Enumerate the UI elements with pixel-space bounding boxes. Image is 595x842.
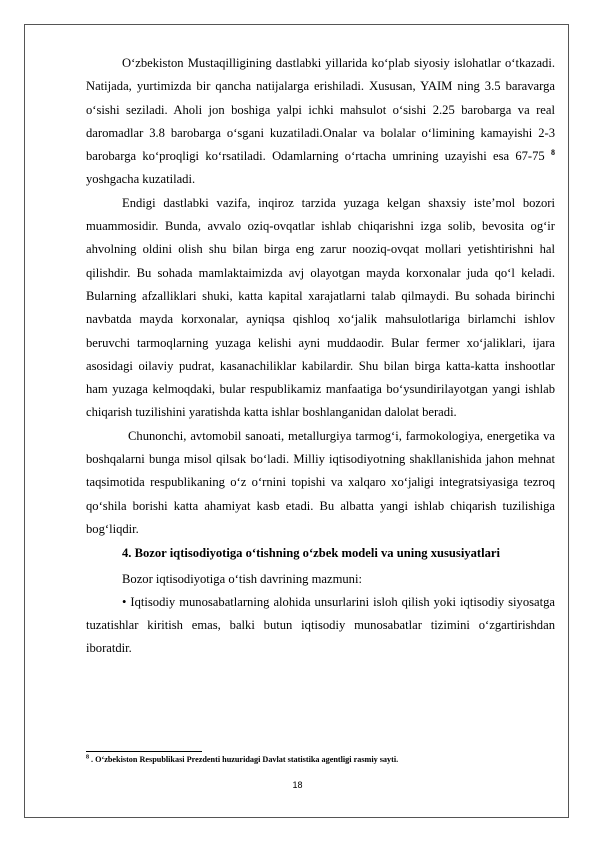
paragraph-1-text: O‘zbekiston Mustaqilligining dastlabki yillarida ko‘plab siyosiy islohatlar o‘tkazadi. Natijada, yurtimizda bir qancha natijalarga erishiladi. Xususan, YAIM ning 3.5 baravarga o‘sishi seziladi. Aholi jon boshiga yalpi ichki mahsulot o‘sishi 2.25 barobarga va real daromadlar 3.8 barobarga o‘sgani kuzatiladi.Onalar va bolalar o‘limining kamayishi 2-3 barobarga ko‘proqligi ko‘rsatiladi. Odamlarning o‘rtacha umrining uzayishi esa 67-75 — [86, 56, 555, 164]
paragraph-2: Endigi dastlabki vazifa, inqiroz tarzida yuzaga kelgan shaxsiy iste’mol bozori muammosidir. Bunda, avvalo oziq-ovqatlar ishlab chiqarishni izga solib, bevosita og‘ir ahvolning oldini olish shu bilan birga eng zarur nooziq-ovqat mollari yetishtirishni hal qilishdir. Bu sohada mamlaktaimizda avj olayotgan mayda korxonalar juda qo‘l keladi. Bularning afzalliklari shuki, katta kapital xarajatlarni talab qilmaydi. Bu sohada birinchi navbatda mayda korxonalar, ayniqsa qishloq xo‘jalik mahsulotlariga birlamchi ishlov beruvchi tarmoqlarning yuzaga kelishi ayni muddaodir. Bular fermer xo‘jaliklari, ijara asosidagi oilaviy pudrat, kasanachiliklar kabilardir. Shu bilan birga katta-katta inshootlar ham yuzaga kelmoqdaki, bular respublikamiz manfaatiga bo‘ysundirilayotgan yangi ishlab chiqarish tuzilishini yaratishda katta ishlar boshlanganidan dalolat beradi. — [86, 195, 555, 420]
footnote — [86, 755, 398, 765]
bullet-paragraph: • Iqtisodiy munosabatlarning alohida unsurlarini isloh qilish yoki iqtisodiy siyosatga tuzatishlar kiritish emas, balki butun iqtisodiy munosabatlar tizimini o‘zgartirishdan iboratdir. — [86, 594, 555, 656]
footnote-number: 8 — [86, 754, 89, 761]
footnote-reference[interactable]: 8 — [551, 148, 555, 157]
footnote-divider — [86, 751, 202, 752]
footnote-text: . O‘zbekiston Respublikasi Prezdenti huzuridagi Davlat statistika agentligi rasmiy sayti. — [89, 755, 399, 764]
paragraph-3: Chunonchi, avtomobil sanoati, metallurgiya tarmog‘i, farmokologiya, energetika va boshqalarni bunga misol qilsak bo‘ladi. Milliy iqtisodiyotning shakllanishida jahon mehnat taqsimotida respublikaning o‘z o‘rnini topishi va xalqaro xo‘jaligi integratsiyasiga tezroq qo‘shila borishi katta ahamiyat kasb etadi. Bu albatta yangi ishlab chiqarish tuzilishiga bog‘liqdir. — [86, 428, 555, 536]
document-body — [86, 52, 555, 661]
intro-line: Bozor iqtisodiyotiga o‘tish davrining mazmuni: — [122, 571, 362, 586]
paragraph-1 — [86, 52, 555, 192]
paragraph-1-tail: yoshgacha kuzatiladi. — [86, 172, 196, 187]
section-heading: 4. Bozor iqtisodiyotiga o‘tishning o‘zbek modeli va uning xususiyatlari — [122, 546, 500, 561]
page-number: 18 — [292, 780, 303, 790]
